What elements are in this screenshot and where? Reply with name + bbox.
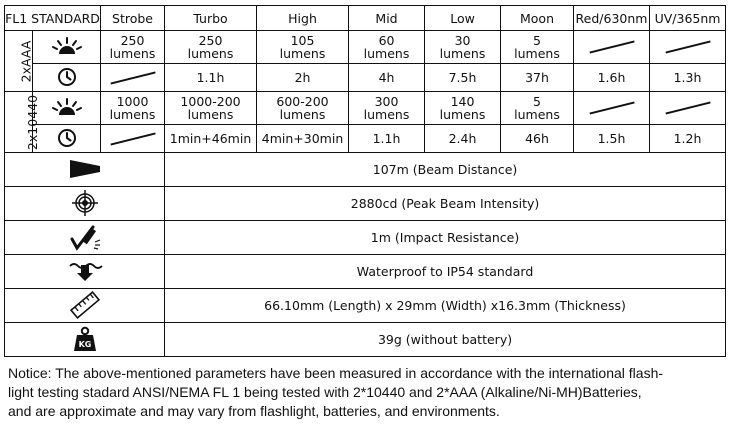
mode-header: High: [257, 6, 349, 31]
battery-label: 2x10440: [5, 92, 33, 153]
not-applicable-cell: [574, 92, 650, 125]
lumens-row: [5, 31, 726, 64]
dash-mark: [665, 41, 710, 54]
lumens-cell: 300 lumens: [349, 92, 425, 125]
beam-distance-icon: [68, 158, 102, 180]
runtime-cell: 1.5h: [574, 125, 650, 153]
feature-row: [5, 153, 726, 187]
lumens-cell: 250 lumens: [165, 31, 257, 64]
feature-row: [5, 289, 726, 323]
mode-header: Moon: [501, 6, 574, 31]
lumens-cell: 105 lumens: [257, 31, 349, 64]
dash-mark: [589, 41, 634, 54]
lumens-cell: 60 lumens: [349, 31, 425, 64]
runtime-cell-icon: [33, 64, 101, 92]
runtime-cell: 4h: [349, 64, 425, 92]
feature-row: [5, 323, 726, 357]
runtime-cell: 1min+46min: [165, 125, 257, 153]
not-applicable-cell: [574, 31, 650, 64]
brightness-cell: [33, 31, 101, 64]
svg-text:KG: KG: [78, 339, 91, 349]
runtime-cell: 1.2h: [650, 125, 726, 153]
header-row: [5, 6, 726, 31]
battery-label: 2xAAA: [5, 31, 33, 92]
lumens-cell: 600-200 lumens: [257, 92, 349, 125]
peak-intensity-icon: [70, 190, 100, 216]
dash-mark: [110, 71, 155, 84]
mode-header: Turbo: [165, 6, 257, 31]
feature-row: [5, 255, 726, 289]
runtime-cell: 2.4h: [425, 125, 501, 153]
table-title: FL1 STANDARD: [5, 6, 101, 31]
runtime-cell: 1.6h: [574, 64, 650, 92]
spec-table: [4, 5, 726, 357]
dash-mark: [589, 102, 634, 115]
mode-header: Red/630nm: [574, 6, 650, 31]
brightness-icon: [52, 96, 82, 118]
feature-icon-cell: [5, 255, 165, 289]
lumens-cell: 1000 lumens: [101, 92, 165, 125]
notice-line: Notice: The above-mentioned parameters have been measured in accordance with the international flash-: [8, 365, 664, 381]
feature-text: 39g (without battery): [165, 323, 726, 357]
not-applicable-cell: [650, 92, 726, 125]
feature-icon-cell: [5, 323, 165, 357]
lumens-row: [5, 92, 726, 125]
waterproof-icon: [68, 259, 102, 283]
feature-row: [5, 187, 726, 221]
dash-mark: [665, 102, 710, 115]
feature-icon-cell: [5, 187, 165, 221]
clock-icon: [57, 67, 77, 87]
lumens-cell: 30 lumens: [425, 31, 501, 64]
runtime-cell: 37h: [501, 64, 574, 92]
feature-text: 107m (Beam Distance): [165, 153, 726, 187]
feature-icon-cell: [5, 153, 165, 187]
notice-line: and are approximate and may vary from flashlight, batteries, and environments.: [8, 403, 500, 419]
feature-row: [5, 221, 726, 255]
runtime-row: [5, 64, 726, 92]
impact-resistance-icon: [69, 224, 101, 250]
feature-text: Waterproof to IP54 standard: [165, 255, 726, 289]
feature-text: 2880cd (Peak Beam Intensity): [165, 187, 726, 221]
not-applicable-cell: [650, 31, 726, 64]
feature-text: 66.10mm (Length) x 29mm (Width) x16.3mm (Thickness): [165, 289, 726, 323]
feature-text: 1m (Impact Resistance): [165, 221, 726, 255]
mode-header: Mid: [349, 6, 425, 31]
runtime-cell: 1.1h: [349, 125, 425, 153]
runtime-cell: 2h: [257, 64, 349, 92]
mode-header: UV/365nm: [650, 6, 726, 31]
mode-header: Strobe: [101, 6, 165, 31]
runtime-cell: 1.3h: [650, 64, 726, 92]
feature-icon-cell: [5, 289, 165, 323]
not-applicable-cell: [101, 125, 165, 153]
runtime-cell: 46h: [501, 125, 574, 153]
not-applicable-cell: [101, 64, 165, 92]
weight-icon: [72, 326, 98, 352]
notice-line: light testing stadard ANSI/NEMA FL 1 being tested with 2*10440 and 2*AAA (Alkaline/Ni-MH)Batteries,: [8, 384, 642, 400]
lumens-cell: 140 lumens: [425, 92, 501, 125]
dimensions-ruler-icon: [70, 292, 100, 318]
lumens-cell: 1000-200 lumens: [165, 92, 257, 125]
brightness-icon: [52, 35, 82, 57]
dash-mark: [110, 132, 155, 145]
lumens-cell: 5 lumens: [501, 92, 574, 125]
runtime-cell: 1.1h: [165, 64, 257, 92]
clock-icon: [57, 128, 77, 148]
lumens-cell: 250 lumens: [101, 31, 165, 64]
runtime-cell-icon: [33, 125, 101, 153]
brightness-cell: [33, 92, 101, 125]
mode-header: Low: [425, 6, 501, 31]
notice-text: [8, 364, 724, 421]
lumens-cell: 5 lumens: [501, 31, 574, 64]
feature-icon-cell: [5, 221, 165, 255]
runtime-cell: 4min+30min: [257, 125, 349, 153]
runtime-cell: 7.5h: [425, 64, 501, 92]
runtime-row: [5, 125, 726, 153]
